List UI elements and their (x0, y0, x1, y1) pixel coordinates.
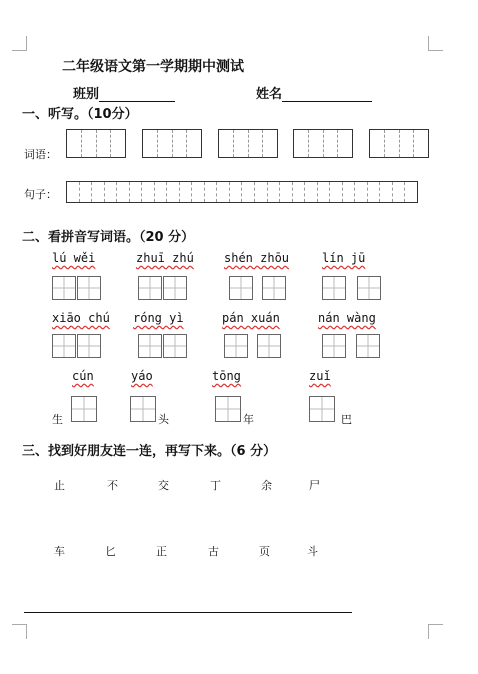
char-box[interactable] (356, 334, 380, 358)
char-box[interactable] (52, 334, 76, 358)
char-box[interactable] (224, 334, 248, 358)
sentence-cell[interactable] (241, 182, 254, 202)
sentence-cell[interactable] (67, 182, 79, 202)
class-blank[interactable] (99, 87, 175, 102)
crop-mark-top-left (12, 36, 27, 51)
page-title: 二年级语文第一学期期中测试 (62, 59, 244, 75)
char-box[interactable] (309, 396, 335, 422)
sentence-cell[interactable] (367, 182, 380, 202)
sentence-cell[interactable] (342, 182, 355, 202)
crop-mark-bottom-right (428, 624, 443, 639)
sentence-cell[interactable] (141, 182, 154, 202)
char-box[interactable] (130, 396, 156, 422)
char-box[interactable] (322, 276, 346, 300)
match-top-char[interactable]: 尸 (309, 479, 320, 492)
pinyin-1: lú wěi (52, 251, 96, 265)
char-box[interactable] (77, 276, 101, 300)
sentence-cell[interactable] (79, 182, 92, 202)
pinyin-5: xiāo chú (52, 311, 110, 325)
match-top-char[interactable]: 交 (158, 479, 169, 492)
char-box[interactable] (138, 276, 162, 300)
char-box[interactable] (71, 396, 97, 422)
dictation-word-box-4[interactable] (293, 129, 353, 158)
name-blank[interactable] (282, 87, 372, 102)
char-box[interactable] (229, 276, 253, 300)
char-box[interactable] (163, 276, 187, 300)
crop-mark-top-right (428, 36, 443, 51)
sentence-label: 句子： (24, 188, 57, 201)
given-char-nian: 年 (243, 413, 254, 426)
section2-heading: 二、看拼音写词语。（20 分） (22, 230, 195, 245)
sentence-cell[interactable] (166, 182, 179, 202)
given-char-tou: 头 (158, 413, 169, 426)
sentence-cell[interactable] (392, 182, 405, 202)
sentence-cell[interactable] (204, 182, 217, 202)
match-top-char[interactable]: 止 (54, 479, 65, 492)
char-box[interactable] (257, 334, 281, 358)
sentence-cell[interactable] (329, 182, 342, 202)
sentence-cell[interactable] (91, 182, 104, 202)
class-label: 班别 (73, 87, 100, 102)
sentence-cell[interactable] (254, 182, 267, 202)
match-bottom-char[interactable]: 页 (259, 545, 270, 558)
given-char-sheng: 生 (52, 413, 63, 426)
match-top-char[interactable]: 不 (107, 479, 118, 492)
words-label: 词语： (24, 148, 57, 161)
dictation-word-box-5[interactable] (369, 129, 429, 158)
dictation-word-box-1[interactable] (66, 129, 126, 158)
char-box[interactable] (52, 276, 76, 300)
char-box[interactable] (138, 334, 162, 358)
pinyin-7: pán xuán (222, 311, 280, 325)
sentence-cell[interactable] (404, 182, 417, 202)
pinyin-3: shén zhōu (224, 251, 290, 265)
char-box[interactable] (215, 396, 241, 422)
sentence-cell[interactable] (216, 182, 229, 202)
sentence-cell[interactable] (116, 182, 129, 202)
match-top-char[interactable]: 丁 (210, 479, 221, 492)
match-bottom-char[interactable]: 斗 (307, 545, 318, 558)
pinyin-10: yáo (131, 369, 153, 383)
sentence-cell[interactable] (279, 182, 292, 202)
sentence-cell[interactable] (267, 182, 280, 202)
sentence-cell[interactable] (191, 182, 204, 202)
match-bottom-char[interactable]: 车 (54, 545, 65, 558)
match-bottom-char[interactable]: 正 (156, 545, 167, 558)
crop-mark-bottom-left (12, 624, 27, 639)
pinyin-2: zhuī zhú (136, 251, 194, 265)
section1-heading: 一、听写。（10分） (22, 107, 138, 122)
sentence-cell[interactable] (304, 182, 317, 202)
name-field (256, 83, 372, 102)
class-field (73, 83, 175, 102)
char-box[interactable] (77, 334, 101, 358)
sentence-cell[interactable] (104, 182, 117, 202)
section3-heading: 三、找到好朋友连一连，再写下来。（6 分） (22, 444, 277, 459)
sentence-cell[interactable] (292, 182, 305, 202)
answer-line[interactable] (24, 612, 352, 613)
dictation-word-box-3[interactable] (218, 129, 278, 158)
pinyin-11: tōng (212, 369, 241, 383)
pinyin-9: cún (72, 369, 94, 383)
char-box[interactable] (322, 334, 346, 358)
sentence-cell[interactable] (354, 182, 367, 202)
dictation-sentence-grid[interactable] (66, 181, 418, 203)
name-label: 姓名 (256, 87, 283, 102)
given-char-ba: 巴 (341, 413, 352, 426)
match-bottom-char[interactable]: 匕 (105, 545, 116, 558)
sentence-cell[interactable] (154, 182, 167, 202)
char-box[interactable] (163, 334, 187, 358)
match-top-char[interactable]: 余 (261, 479, 272, 492)
sentence-cell[interactable] (379, 182, 392, 202)
char-box[interactable] (357, 276, 381, 300)
dictation-word-box-2[interactable] (142, 129, 202, 158)
pinyin-6: róng yì (133, 311, 184, 325)
match-bottom-char[interactable]: 古 (208, 545, 219, 558)
pinyin-4: lín jū (322, 251, 366, 265)
sentence-cell[interactable] (229, 182, 242, 202)
pinyin-12: zuǐ (309, 369, 331, 383)
char-box[interactable] (262, 276, 286, 300)
sentence-cell[interactable] (317, 182, 330, 202)
sentence-cell[interactable] (129, 182, 142, 202)
pinyin-8: nán wàng (318, 311, 376, 325)
sentence-cell[interactable] (179, 182, 192, 202)
